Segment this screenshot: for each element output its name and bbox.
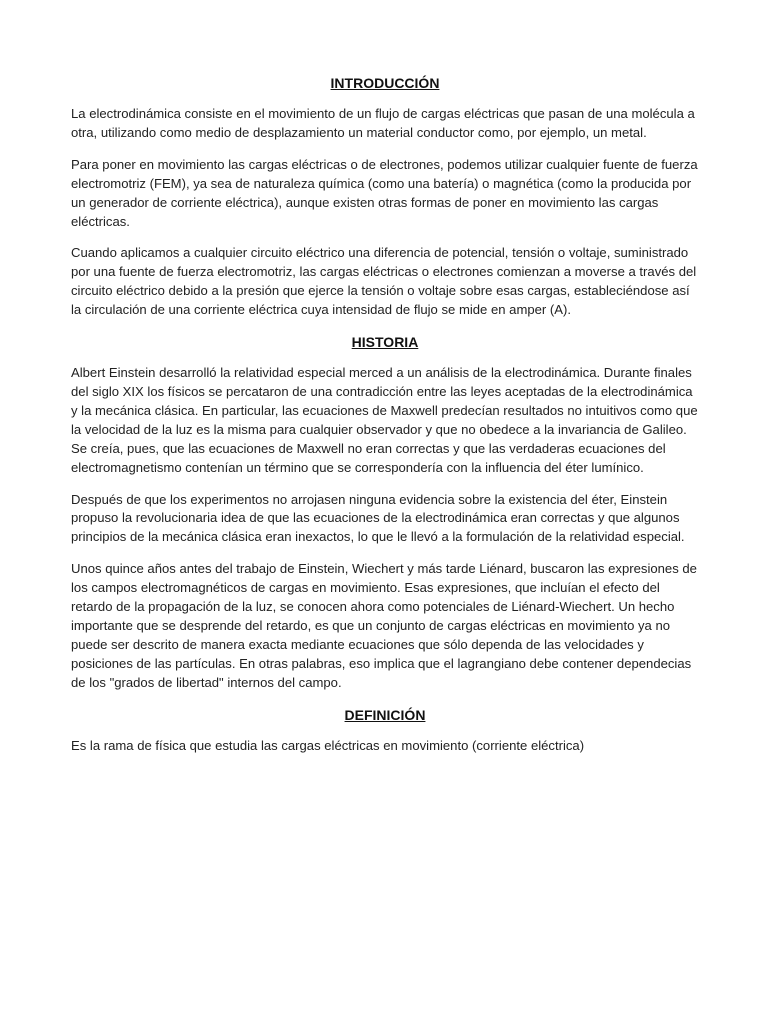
paragraph: Cuando aplicamos a cualquier circuito eléctrico una diferencia de potencial, tensión o voltaje, suministrado por una fuente de fuerza electromotriz, las cargas eléctricas o electrones comienzan a moverse a través del circuito eléctrico debido a la presión que ejerce la tensión o voltaje sobre esas cargas, estableciéndose así la circulación de una corriente eléctrica cuya intensidad de flujo se mide en amper (A). — [71, 245, 697, 318]
paragraph: Para poner en movimiento las cargas eléctricas o de electrones, podemos utilizar cualquier fuente de fuerza electromotriz (FEM), ya sea de naturaleza química (como una batería) o magnética (como la producida por un generador de corriente eléctrica), aunque existen otras formas de poner en movimiento las cargas eléctricas. — [71, 156, 698, 229]
section-historia — [71, 333, 699, 693]
paragraph: Albert Einstein desarrolló la relatividad especial merced a un análisis de la electrodinámica. Durante finales del siglo XIX los físicos se percataron de una contradicción entre las leyes aceptadas de la electrodinámica y la mecánica clásica. En particular, las ecuaciones de Maxwell predecían resultados no intuitivos como que la velocidad de la luz es la misma para cualquier observador y que no obedece a la invariancia de Galileo. Se creía, pues, que las ecuaciones de Maxwell no eran correctas y que las verdaderas ecuaciones del electromagnetismo contenían un término que se correspondería con la influencia del éter lumínico. — [71, 365, 698, 475]
paragraph: Es la rama de física que estudia las cargas eléctricas en movimiento (corriente eléctrica) — [71, 737, 585, 753]
section-definicion — [71, 706, 699, 756]
paragraph: La electrodinámica consiste en el movimiento de un flujo de cargas eléctricas que pasan de una molécula a otra, utilizando como medio de desplazamiento un material conductor como, por ejemplo, un metal. — [71, 106, 695, 140]
section-introduccion — [71, 74, 699, 320]
document-page — [71, 74, 699, 768]
section-heading: INTRODUCCIÓN — [330, 75, 440, 91]
paragraph: Unos quince años antes del trabajo de Einstein, Wiechert y más tarde Liénard, buscaron las expresiones de los campos electromagnéticos de cargas en movimiento. Esas expresiones, que incluían el efecto del retardo de la propagación de la luz, se conocen ahora como potenciales de Liénard-Wiechert. Un hecho importante que se desprende del retardo, es que un conjunto de cargas eléctricas en movimiento ya no puede ser descrito de manera exacta mediante ecuaciones que sólo dependa de las velocidades y posiciones de las partículas. En otras palabras, eso implica que el lagrangiano debe contener dependecias de los "grados de libertad" internos del campo. — [71, 561, 697, 690]
section-heading: HISTORIA — [351, 334, 419, 351]
section-heading: DEFINICIÓN — [344, 706, 426, 723]
paragraph: Después de que los experimentos no arrojasen ninguna evidencia sobre la existencia del éter, Einstein propuso la revolucionaria idea de que las ecuaciones de la electrodinámica eran correctas y que algunos principios de la mecánica clásica eran inexactos, lo que le llevó a la formulación de la relatividad especial. — [71, 491, 685, 545]
